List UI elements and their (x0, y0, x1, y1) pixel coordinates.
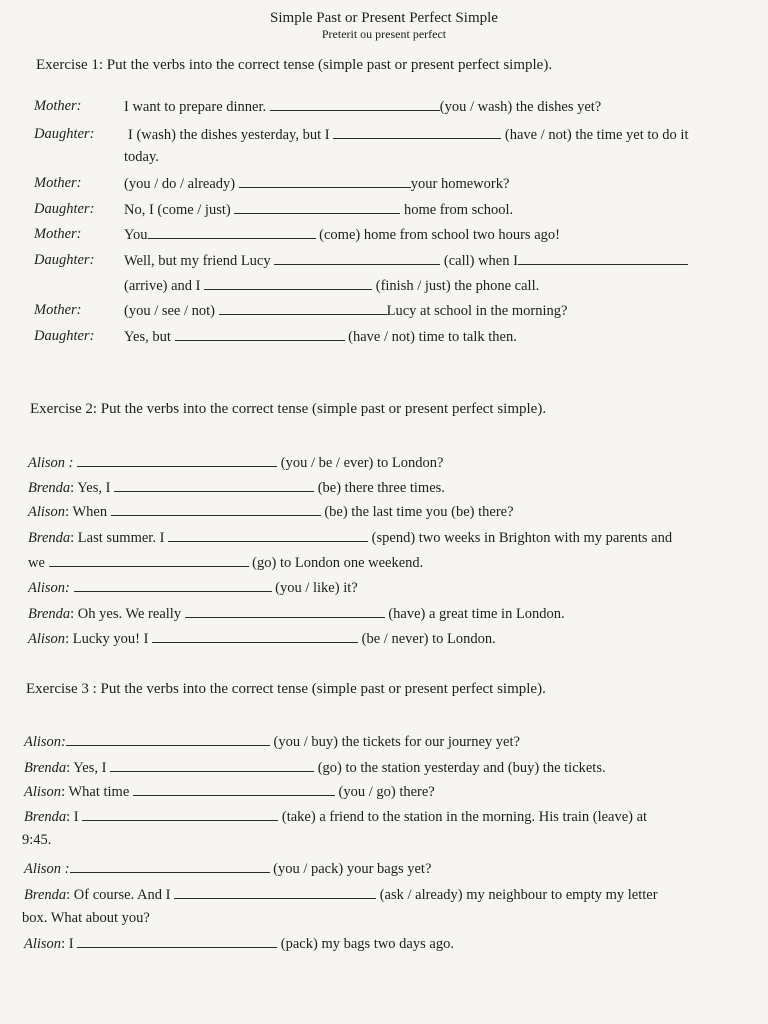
speaker: Daughter: (34, 328, 95, 344)
speaker: Brenda (24, 760, 67, 776)
ex1-line-5 (0, 224, 768, 244)
answer-blank[interactable] (333, 124, 501, 139)
line-text: (you / buy) the tickets for our journey yet? (273, 734, 520, 750)
answer-blank[interactable] (168, 527, 368, 542)
line-text: I (wash) the dishes yesterday, but I (128, 127, 330, 143)
answer-blank[interactable] (77, 933, 277, 948)
line-text: (be) the last time you (be) there? (324, 504, 514, 520)
page-subtitle: Preterit ou present perfect (321, 27, 447, 41)
line-text: (pack) my bags two days ago. (280, 936, 454, 952)
ex3-line-1 (24, 731, 520, 752)
answer-blank[interactable] (114, 477, 314, 492)
answer-blank[interactable] (270, 96, 440, 111)
speaker: Daughter: (34, 252, 95, 268)
ex1-line-2 (0, 124, 768, 144)
speaker: Alison (28, 504, 66, 520)
answer-blank[interactable] (152, 628, 358, 643)
ex2-line-7 (28, 628, 496, 649)
answer-blank[interactable] (204, 275, 372, 290)
speaker: Mother: (34, 226, 82, 242)
ex3-line-6 (24, 884, 658, 905)
speaker: Mother: (34, 175, 82, 191)
ex2-line-2 (28, 477, 445, 498)
line-text: : I (61, 936, 74, 952)
speaker: Alison (24, 936, 62, 952)
answer-blank[interactable] (74, 577, 272, 592)
ex3-line-4 (24, 806, 647, 827)
speaker: Alison: (24, 734, 66, 750)
speaker: Alison (28, 631, 66, 647)
answer-blank[interactable] (274, 250, 440, 265)
ex1-line-7 (0, 300, 768, 320)
ex2-line-4 (28, 527, 672, 548)
line-text: (go) to London one weekend. (252, 555, 424, 571)
line-text: (you / pack) your bags yet? (273, 861, 432, 877)
speaker: Brenda (28, 480, 71, 496)
line-text: (go) to the station yesterday and (buy) the tickets. (317, 760, 606, 776)
speaker: Brenda (28, 606, 71, 622)
line-text: : Oh yes. We really (70, 606, 182, 622)
line-text: (you / go) there? (338, 784, 435, 800)
line-text: (arrive) and I (124, 278, 201, 294)
page-title: Simple Past or Present Perfect Simple (270, 10, 498, 26)
answer-blank[interactable] (82, 806, 278, 821)
answer-blank[interactable] (66, 731, 270, 746)
line-text: (you / be / ever) to London? (280, 455, 444, 471)
exercise-3-instruction: Exercise 3 : Put the verbs into the correct tense (simple past or present perfect simple). (26, 681, 546, 697)
ex3-line-7 (24, 933, 454, 954)
line-text: Well, but my friend Lucy (124, 253, 271, 269)
answer-blank[interactable] (148, 224, 316, 239)
line-text: : What time (61, 784, 130, 800)
speaker: Daughter: (34, 126, 95, 142)
answer-blank[interactable] (77, 452, 277, 467)
line-text: : Yes, I (66, 760, 107, 776)
line-text: we (28, 555, 45, 571)
line-text: (you / see / not) (124, 303, 216, 319)
answer-blank[interactable] (70, 858, 270, 873)
ex3-line-2 (24, 757, 606, 778)
answer-blank[interactable] (518, 250, 688, 265)
ex3-line-4-cont: 9:45. (22, 832, 52, 848)
line-text: No, I (come / just) (124, 202, 231, 218)
speaker: Mother: (34, 302, 82, 318)
answer-blank[interactable] (49, 552, 249, 567)
speaker: Daughter: (34, 201, 95, 217)
ex1-line-6-cont (124, 275, 539, 296)
ex1-line-6 (0, 250, 768, 270)
line-text: (you / do / already) (124, 176, 236, 192)
line-text: : When (65, 504, 108, 520)
ex1-line-1 (0, 96, 768, 116)
ex1-line-3 (0, 173, 768, 193)
answer-blank[interactable] (234, 199, 400, 214)
ex3-line-5 (24, 858, 431, 879)
speaker: Mother: (34, 98, 82, 114)
speaker: Alison : (24, 861, 70, 877)
line-text: home from school. (403, 202, 514, 218)
line-text: I want to prepare dinner. (124, 99, 267, 115)
ex2-line-3 (28, 501, 514, 522)
speaker: Alison (24, 784, 62, 800)
speaker: Brenda (24, 887, 67, 903)
line-text: (have / not) time to talk then. (348, 329, 517, 345)
ex1-line-4 (0, 199, 768, 219)
answer-blank[interactable] (174, 884, 376, 899)
speaker: Alison: (28, 580, 70, 596)
answer-blank[interactable] (111, 501, 321, 516)
line-text: (call) when I (443, 253, 518, 269)
line-text: (have / not) the time yet to do it (504, 127, 689, 143)
answer-blank[interactable] (133, 781, 335, 796)
line-text: (take) a friend to the station in the morning. His train (leave) at (281, 809, 648, 825)
line-text: (spend) two weeks in Brighton with my parents and (371, 530, 673, 546)
line-text: : Lucky you! I (65, 631, 149, 647)
line-text: (you / wash) the dishes yet? (439, 99, 602, 115)
exercise-2-instruction: Exercise 2: Put the verbs into the correct tense (simple past or present perfect simple). (30, 401, 547, 417)
speaker: Brenda (24, 809, 67, 825)
ex2-line-6 (28, 603, 565, 624)
ex3-line-6-cont: box. What about you? (22, 910, 150, 926)
speaker: Brenda (28, 530, 71, 546)
line-text: (be) there three times. (317, 480, 445, 496)
line-text: (have) a great time in London. (388, 606, 565, 622)
line-text: (be / never) to London. (361, 631, 496, 647)
answer-blank[interactable] (175, 326, 345, 341)
ex1-line-8 (0, 326, 768, 346)
ex3-line-3 (24, 781, 435, 802)
line-text: (come) home from school two hours ago! (319, 227, 560, 243)
line-text: your homework? (410, 176, 510, 192)
ex2-line-4-cont (28, 552, 423, 573)
line-text: : Last summer. I (70, 530, 165, 546)
line-text: (you / like) it? (275, 580, 358, 596)
ex2-line-5 (28, 577, 358, 598)
line-text: : Of course. And I (66, 887, 171, 903)
line-text: : Yes, I (70, 480, 111, 496)
exercise-1-instruction: Exercise 1: Put the verbs into the correct tense (simple past or present perfect simple). (36, 57, 553, 73)
line-text: Lucy at school in the morning? (386, 303, 568, 319)
line-text: You (124, 227, 148, 243)
line-text: Yes, but (124, 329, 171, 345)
answer-blank[interactable] (239, 173, 411, 188)
line-text: (finish / just) the phone call. (375, 278, 540, 294)
line-text: (ask / already) my neighbour to empty my letter (379, 887, 658, 903)
answer-blank[interactable] (219, 300, 387, 315)
answer-blank[interactable] (185, 603, 385, 618)
ex1-line-2-cont: today. (124, 149, 159, 165)
answer-blank[interactable] (110, 757, 314, 772)
speaker: Alison : (28, 455, 74, 471)
ex2-line-1 (28, 452, 443, 473)
line-text: : I (66, 809, 79, 825)
